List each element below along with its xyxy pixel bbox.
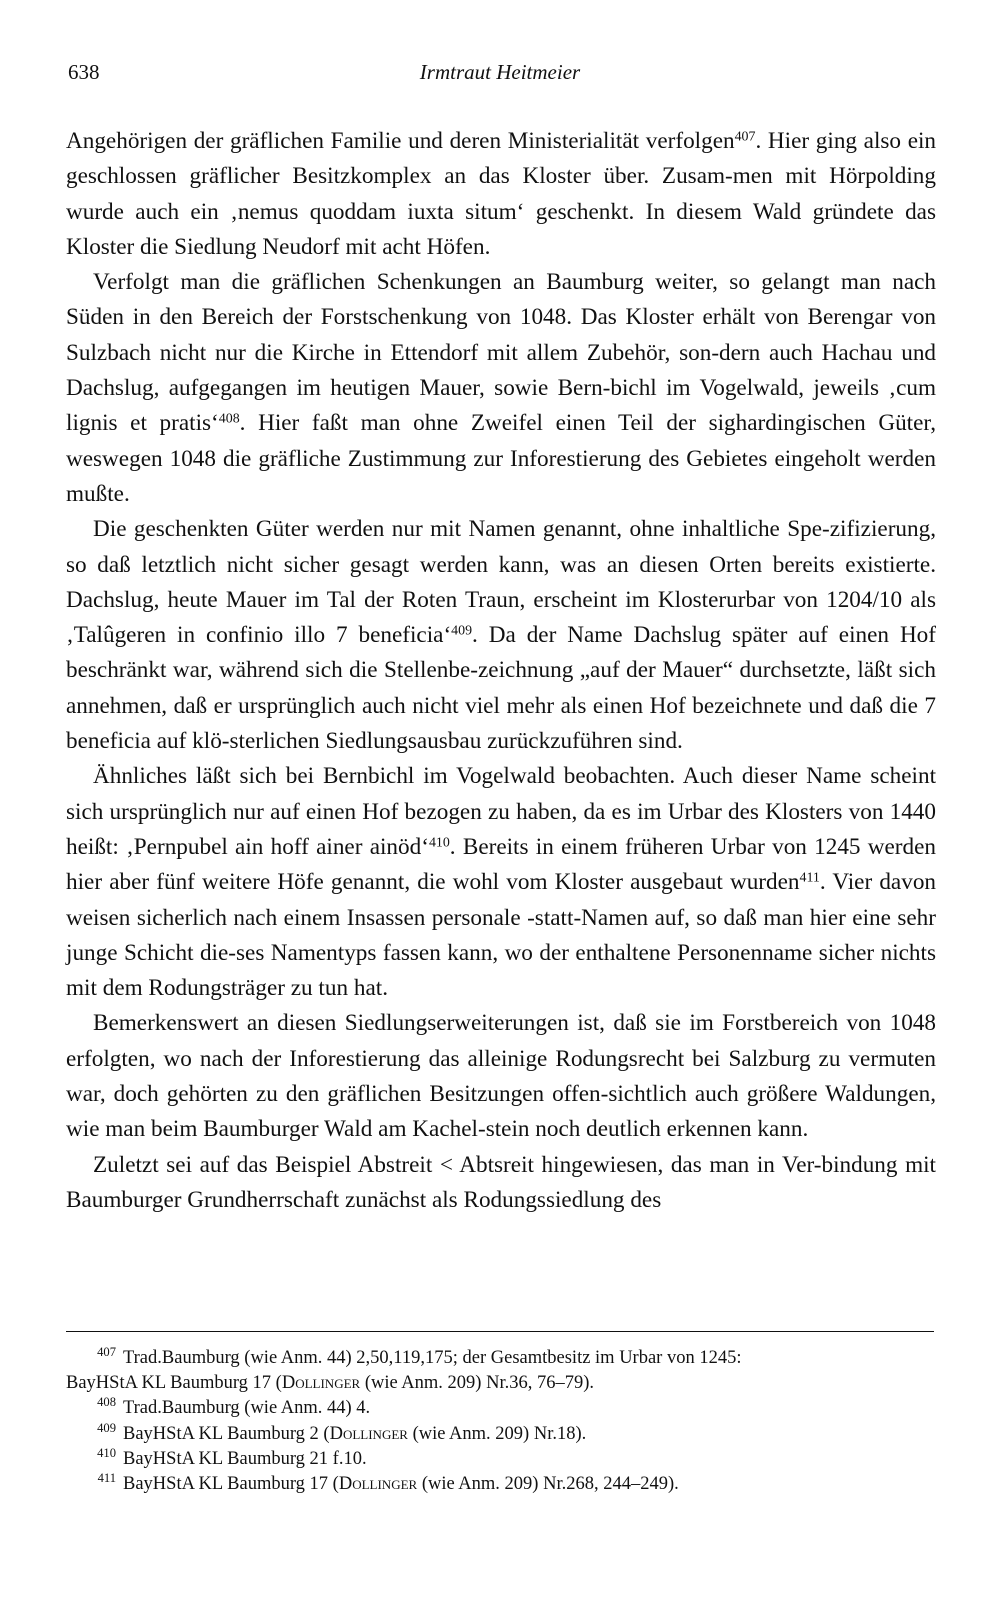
text-line: ging also ein geschlossen gräflicher Besitzkomplex an das Kloster über. Zusam-: [66, 128, 937, 190]
text-line: Zuletzt sei auf das Beispiel Abstreit < Abtsreit hingewiesen, das man in Ver-: [93, 1151, 822, 1178]
footnote-reference[interactable]: 411: [799, 870, 820, 886]
text-line: Ähnliches läßt sich bei Bernbichl im Vogelwald beobachten. Auch dieser Name: [93, 763, 862, 790]
text-line: von 1048 erfolgten, wo nach der Inforestierung das alleinige Rodungsrecht bei: [66, 1010, 937, 1072]
text-line: einen Teil der sighardingischen Güter, weswegen 1048 die gräfliche Zustimmung: [66, 410, 937, 472]
footnote-separator: [66, 1331, 934, 1332]
text-line: sichtlich auch größere Waldungen, wie man beim Baumburger Wald am Kachel-: [66, 1081, 936, 1143]
text-line: dem Rodungsträger zu tun hat.: [102, 975, 388, 1002]
footnote-marker: [66, 1422, 123, 1447]
footnote-number: 409: [97, 1420, 116, 1435]
text-line-continuation: . Bereits in einem: [449, 833, 618, 860]
footnote-reference[interactable]: 409: [451, 623, 473, 639]
paragraph: [66, 1148, 936, 1219]
footnote-marker: [66, 1447, 123, 1472]
paragraph: [66, 1006, 936, 1147]
text-line: zeichnung „auf der Mauer“ durchsetzte, läßt sich annehmen, daß er ursprünglich: [66, 657, 936, 719]
text-line: Klosterurbar von 1204/10 als ‚Talûgeren in confinio illo 7 beneficia‘: [66, 586, 937, 649]
text-line: Name Dachslug später auf einen Hof beschränkt war, während sich die Stellenbe-: [66, 622, 936, 684]
text-line: sterlichen Siedlungsausbau zurückzuführen sind.: [229, 728, 683, 755]
footnote: [66, 1422, 934, 1447]
footnote-number: 410: [97, 1445, 116, 1460]
footnote-text: (wie Anm. 209) Nr.36, 76–79).: [360, 1373, 595, 1394]
text-line: bereits existierte. Dachslug, heute Mauer im Tal der Roten Traun, erscheint im: [66, 551, 937, 613]
text-line-continuation: . Hier: [755, 128, 810, 154]
footnote: [66, 1346, 934, 1396]
paragraph: [66, 512, 936, 759]
text-line: Salzburg zu vermuten war, doch gehörten zu den gräflichen Besitzungen offen-: [66, 1045, 937, 1108]
footnote-number: 411: [97, 1471, 116, 1486]
text-line: Die geschenkten Güter werden nur mit Namen genannt, ohne inhaltliche Spe-: [93, 516, 830, 543]
author-name: Dollinger: [329, 1423, 408, 1444]
paragraph: [66, 124, 936, 265]
footnote-number: 407: [97, 1345, 116, 1360]
text-line: des Klosters von 1440 heißt: ‚Pernpubel ain hoff ainer ainöd‘: [66, 798, 936, 860]
page-header: [68, 60, 932, 90]
text-line: Angehörigen der gräflichen Familie und deren Ministerialität verfolgen: [66, 128, 735, 154]
footnote: [66, 1472, 934, 1497]
footnote-text: BayHStA KL Baumburg 21 f.10.: [123, 1448, 367, 1469]
text-line: bichl im Vogelwald, jeweils ‚cum lignis et pratis‘: [66, 375, 936, 437]
footnote-text: Trad.Baumburg (wie Anm. 44) 4.: [123, 1398, 371, 1419]
text-line: men mit Hörpolding wurde auch ein ‚nemus quoddam iuxta situm‘ geschenkt. In: [66, 163, 936, 225]
text-line: scheint sich ursprünglich nur auf einen Hof bezogen zu haben, da es im Urbar: [66, 763, 937, 825]
text-line: zifizierung, so daß letztlich nicht sicher gesagt werden kann, was an diesen Orten: [66, 516, 936, 578]
text-line-continuation: . Vier davon weisen sicherlich nach einem: [66, 869, 937, 931]
paragraph: [66, 265, 936, 512]
text-line: vom Kloster ausgebaut wurden: [506, 869, 800, 896]
paragraph: [66, 759, 936, 1006]
footnote-text: BayHStA KL Baumburg 2 (: [123, 1423, 330, 1444]
footnotes: [66, 1346, 934, 1497]
text-line: ses Namentyps fassen kann, wo der enthaltene Personenname sicher nichts mit: [66, 939, 936, 1002]
text-line: Bemerkenswert an diesen Siedlungserweiterungen ist, daß sie im Forstbereich: [93, 1010, 839, 1037]
text-line-continuation: . Da der: [472, 622, 557, 649]
footnote-reference[interactable]: 408: [218, 411, 240, 427]
footnote-marker: [66, 1472, 123, 1497]
footnote-marker: [66, 1346, 123, 1371]
body-text: [66, 124, 936, 1218]
footnote-text: Trad.Baumburg (wie Anm. 44) 2,50,119,175; der Gesamtbesitz im Urbar von 1245:: [123, 1348, 742, 1368]
text-line: stein noch deutlich erkennen kann.: [485, 1116, 809, 1143]
footnote-number: 408: [97, 1395, 116, 1410]
page-number: 638: [68, 60, 100, 84]
footnote: [66, 1396, 934, 1421]
footnote-text: (wie Anm. 209) Nr.18).: [407, 1423, 587, 1444]
footnote-marker: [66, 1396, 123, 1421]
text-line: früheren Urbar von 1245 werden hier aber fünf weitere Höfe genannt, die wohl: [66, 833, 937, 896]
text-line: Insassen personale -statt-Namen auf, so daß man hier eine sehr junge Schicht die-: [66, 904, 936, 966]
footnote-reference[interactable]: 407: [734, 129, 756, 145]
footnote-text: BayHStA KL Baumburg 17 (: [66, 1373, 282, 1394]
author-name: Dollinger: [338, 1474, 418, 1495]
running-head-author: Irmtraut Heitmeier: [419, 60, 581, 84]
footnote-text: BayHStA KL Baumburg 17 (: [123, 1474, 339, 1495]
author-name: Dollinger: [281, 1373, 361, 1394]
footnote-reference[interactable]: 410: [428, 835, 450, 851]
text-line-continuation: . Hier faßt man ohne Zweifel: [239, 410, 543, 437]
footnote: [66, 1447, 934, 1472]
text-line: zur Inforestierung des Gebietes eingeholt werden mußte.: [66, 445, 936, 507]
text-line: bindung mit Baumburger Grundherrschaft zunächst als Rodungssiedlung des: [66, 1151, 936, 1213]
text-line: Verfolgt man die gräflichen Schenkungen an Baumburg weiter, so gelangt man: [93, 269, 881, 296]
text-line: diesem Wald gründete das Kloster die Siedlung Neudorf mit acht Höfen.: [66, 198, 936, 260]
text-line: nach Süden in den Bereich der Forstschenkung von 1048. Das Kloster erhält von: [66, 269, 936, 331]
text-line: auch nicht viel mehr als einen Hof bezeichnete und daß die 7 beneficia auf klö-: [66, 692, 937, 755]
footnote-text: (wie Anm. 209) Nr.268, 244–249).: [417, 1474, 679, 1495]
text-line: dern auch Hachau und Dachslug, aufgegangen im heutigen Mauer, sowie Bern-: [66, 339, 937, 402]
text-line: Berengar von Sulzbach nicht nur die Kirche in Ettendorf mit allem Zubehör, son-: [66, 304, 937, 366]
